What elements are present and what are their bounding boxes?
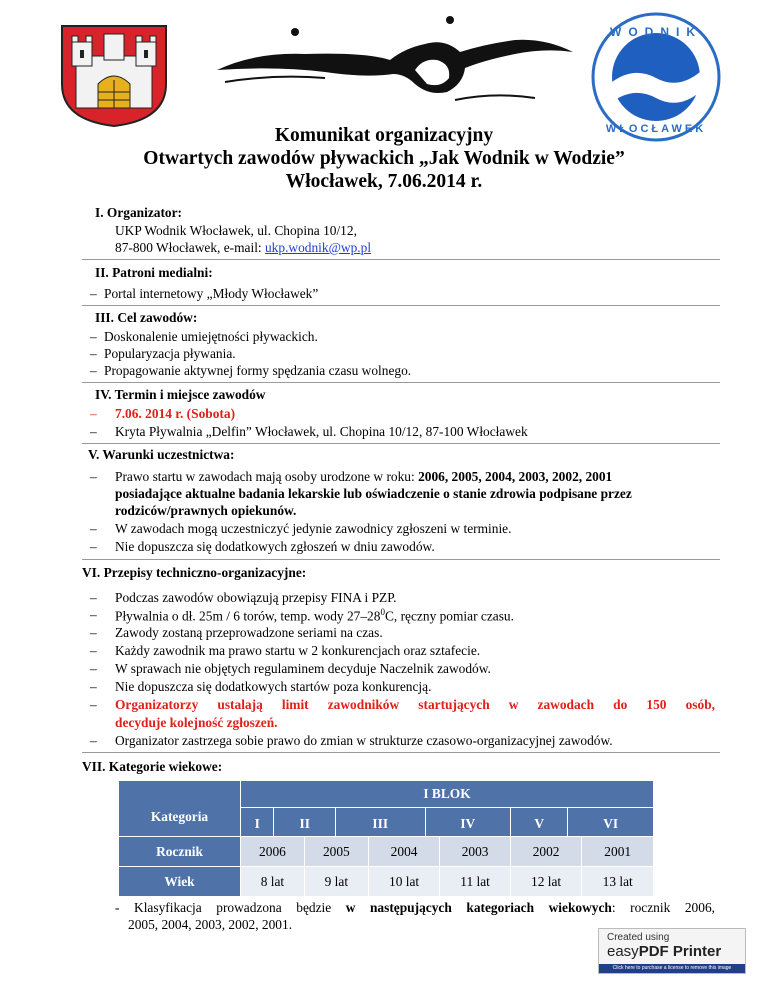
rule-item: Organizator zastrzega sobie prawo do zmian w strukturze czasowo-organizacyjnej zawodów.	[115, 733, 613, 748]
organizer-address-line-2	[115, 240, 371, 256]
year-cell: 2002	[510, 837, 582, 867]
row-label-age: Wiek	[119, 867, 241, 897]
section-1-title: I. Organizator:	[95, 205, 183, 220]
degree-sup: 0	[380, 607, 385, 617]
event-date: 7.06. 2014 r. (Sobota)	[115, 406, 236, 421]
media-patron-item: Portal internetowy „Młody Włocławek”	[104, 286, 319, 301]
participation-rule-1-line-3: rodziców/prawnych opiekunów.	[115, 503, 297, 518]
age-cell: 10 lat	[368, 867, 440, 897]
year-cell: 2004	[368, 837, 440, 867]
bullet-dash: –	[90, 346, 97, 361]
participant-limit-line-1: Organizatorzy ustalają limit zawodników startujących w zawodach do 150 osób,	[115, 697, 715, 712]
badge-created: Created using	[607, 932, 670, 943]
block-header: I BLOK	[241, 781, 654, 808]
organizer-address-line-1: UKP Wodnik Włocławek, ul. Chopina 10/12,	[115, 223, 357, 238]
bullet-dash: –	[90, 424, 97, 439]
table-row	[119, 837, 654, 867]
coat-of-arms-logo	[58, 22, 170, 128]
section-4-title: IV. Termin i miejsce zawodów	[95, 387, 266, 402]
logo-text-bottom: WŁOCŁAWEK	[605, 123, 707, 135]
title-line-1: Komunikat organizacyjny	[274, 125, 494, 146]
table-row	[119, 867, 654, 897]
age-cell: 8 lat	[241, 867, 305, 897]
birth-years: 2006, 2005, 2004, 2003, 2002, 2001	[418, 469, 613, 484]
participation-rule-1-line-2: posiadające aktualne badania lekarskie lub oświadczenie o stanie zdrowia podpisane przez	[115, 486, 632, 501]
goal-item: Propagowanie aktywnej formy spędzania czasu wolnego.	[104, 363, 412, 378]
year-cell: 2006	[241, 837, 305, 867]
age-category-table-body	[118, 836, 654, 897]
divider	[82, 305, 720, 306]
badge-license-link[interactable]: Click here to purchase a license to remove this image	[599, 964, 745, 973]
year-cell: 2001	[582, 837, 654, 867]
note-text: - Klasyfikacja prowadzona będzie	[115, 900, 346, 915]
bullet-dash: –	[90, 590, 97, 605]
year-cell: 2003	[440, 837, 510, 867]
category-cell: V	[511, 808, 568, 840]
bullet-dash: –	[90, 539, 97, 554]
email-link[interactable]: ukp.wodnik@wp.pl	[264, 240, 372, 255]
title-line-3: Włocławek, 7.06.2014 r.	[285, 171, 483, 192]
bullet-dash: –	[90, 643, 97, 658]
bullet-dash: –	[90, 406, 97, 421]
section-7-title: VII. Kategorie wiekowe:	[82, 759, 223, 774]
category-cell: II	[274, 808, 336, 840]
bullet-dash: –	[90, 329, 97, 344]
bullet-dash: –	[90, 697, 97, 712]
age-cell: 12 lat	[510, 867, 582, 897]
category-cell: III	[335, 808, 425, 840]
divider	[82, 443, 720, 444]
category-cell: IV	[425, 808, 511, 840]
rule-text: C, ręczny pomiar czasu.	[384, 608, 514, 624]
classification-note-line-2: 2005, 2004, 2003, 2002, 2001.	[128, 917, 293, 932]
organizer-address-prefix: 87-800 Włocławek, e-mail:	[115, 240, 265, 255]
rule-item: W sprawach nie objętych regulaminem decyduje Naczelnik zawodów.	[115, 661, 491, 676]
bullet-dash: –	[90, 625, 97, 640]
category-cell: VI	[568, 808, 654, 840]
note-text: : rocznik 2006,	[611, 900, 715, 915]
year-cell: 2005	[304, 837, 368, 867]
bullet-dash: –	[90, 469, 97, 484]
section-2-title: II. Patroni medialni:	[95, 265, 213, 280]
age-cell: 9 lat	[304, 867, 368, 897]
row-label-category: Kategoria	[150, 809, 209, 824]
participation-rule-1	[115, 469, 612, 485]
goal-item: Doskonalenie umiejętności pływackich.	[104, 329, 318, 344]
age-cell: 13 lat	[582, 867, 654, 897]
rule-text: Pływalnia o dł. 25m / 6 torów, temp. wody 27–28	[115, 608, 381, 624]
badge-easy: easy	[607, 943, 639, 960]
event-place: Kryta Pływalnia „Delfin” Włocławek, ul. Chopina 10/12, 87-100 Włocławek	[115, 424, 528, 439]
rule-item: Podczas zawodów obowiązują przepisy FINA i PZP.	[115, 590, 397, 605]
category-cell: I	[241, 808, 274, 840]
row-label-year: Rocznik	[119, 837, 241, 867]
badge-title	[607, 943, 721, 960]
bullet-dash: –	[90, 679, 97, 694]
bullet-dash: –	[90, 661, 97, 676]
easypdf-badge[interactable]	[598, 928, 746, 974]
rule-item-pool	[115, 607, 514, 624]
wodnik-club-logo	[589, 10, 723, 144]
participation-rule-3: Nie dopuszcza się dodatkowych zgłoszeń w dniu zawodów.	[115, 539, 435, 554]
rule-text: Prawo startu w zawodach mają osoby urodzone w roku:	[115, 469, 419, 484]
logo-text-top: WODNIK	[610, 25, 702, 39]
section-3-title: III. Cel zawodów:	[95, 310, 198, 325]
classification-note-line-1	[115, 900, 715, 916]
age-cell: 11 lat	[440, 867, 510, 897]
divider	[82, 559, 720, 560]
rule-item: Zawody zostaną przeprowadzone seriami na czas.	[115, 625, 383, 640]
note-bold: w następujących kategoriach wiekowych	[345, 900, 612, 915]
badge-pdf: PDF Printer	[638, 943, 722, 960]
participant-limit-line-2: decyduje kolejność zgłoszeń.	[115, 715, 278, 730]
bullet-dash: –	[90, 607, 97, 622]
bullet-dash: –	[90, 521, 97, 536]
goal-item: Popularyzacja pływania.	[104, 346, 236, 361]
bullet-dash: –	[90, 733, 97, 748]
title-line-2: Otwartych zawodów pływackich „Jak Wodnik w Wodzie”	[143, 148, 625, 169]
section-6-title: VI. Przepisy techniczno-organizacyjne:	[82, 565, 307, 580]
rule-item: Nie dopuszcza się dodatkowych startów poza konkurencją.	[115, 679, 432, 694]
divider	[82, 752, 720, 753]
bullet-dash: –	[90, 286, 97, 301]
participation-rule-2: W zawodach mogą uczestniczyć jedynie zawodnicy zgłoszeni w terminie.	[115, 521, 512, 536]
swimmer-illustration	[215, 8, 575, 110]
divider	[82, 259, 720, 260]
divider	[82, 382, 720, 383]
bullet-dash: –	[90, 363, 97, 378]
section-5-title: V. Warunki uczestnictwa:	[88, 447, 235, 462]
rule-item: Każdy zawodnik ma prawo startu w 2 konkurencjach oraz sztafecie.	[115, 643, 481, 658]
